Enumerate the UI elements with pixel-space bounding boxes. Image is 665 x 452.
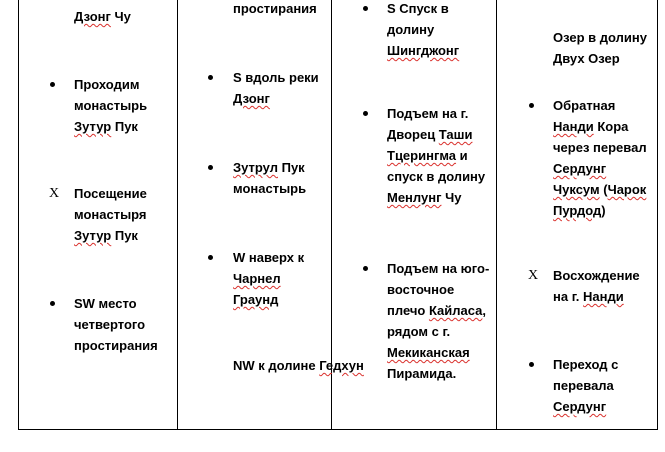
text-run: монастыря (74, 207, 147, 222)
bullet-icon (50, 82, 55, 87)
spellcheck-word: Нанди (583, 289, 624, 304)
item-text-line (553, 95, 615, 116)
item-text-line (553, 396, 606, 417)
item-text-line (553, 27, 647, 48)
item-text-line (233, 0, 317, 19)
spellcheck-word: Менлунг (387, 190, 442, 205)
text-run: простирания (233, 1, 317, 16)
item-text-line (233, 247, 304, 268)
text-run: четвертого (74, 317, 146, 332)
bullet-icon (363, 266, 368, 271)
spellcheck-word: Зутрул (233, 160, 278, 175)
item-text-line (74, 204, 147, 225)
item-text-line (74, 225, 138, 246)
item-text-line (233, 178, 306, 199)
item-text-line (553, 200, 606, 221)
item-text-line (74, 293, 137, 314)
text-run: спуск в долину (387, 169, 486, 184)
item-text-line (233, 355, 364, 376)
text-run: Переход с (553, 357, 619, 372)
item-text-line (387, 0, 449, 19)
spellcheck-word: Чуксум (553, 182, 600, 197)
spellcheck-word: Чарок (607, 182, 647, 197)
spellcheck-word: Пурдод (553, 203, 602, 218)
text-run: плечо (387, 303, 429, 318)
item-text-line (553, 48, 620, 69)
item-text-line (553, 375, 614, 396)
item-text-line (387, 166, 485, 187)
text-run: SW место (74, 296, 137, 311)
text-run: долину (387, 22, 435, 37)
text-run: , (482, 303, 486, 318)
text-run: Обратная (553, 98, 616, 113)
item-text-line (74, 183, 147, 204)
text-run: Двух Озер (553, 51, 620, 66)
item-text-line (387, 145, 468, 166)
text-run: через перевал (553, 140, 647, 155)
item-text-line (74, 335, 158, 356)
text-run: Дворец (387, 127, 439, 142)
text-run: NW к долине (233, 358, 320, 373)
spellcheck-word: Нанди (553, 119, 594, 134)
item-text-line (74, 74, 139, 95)
spellcheck-word: Кайласа (428, 303, 483, 318)
text-run: W наверх к (233, 250, 305, 265)
x-mark-icon: X (49, 186, 60, 201)
text-run: Проходим (74, 77, 140, 92)
text-run: перевала (553, 378, 614, 393)
bullet-icon (529, 103, 534, 108)
spellcheck-word: Гедхун (319, 358, 364, 373)
text-run: на г. (553, 289, 584, 304)
text-run: Пук (111, 228, 138, 243)
bullet-icon (208, 165, 213, 170)
spellcheck-word: Зутур (74, 119, 112, 134)
spellcheck-word: Мекиканская (387, 345, 470, 360)
item-text-line (387, 321, 450, 342)
item-text-line (553, 354, 618, 375)
item-text-line (387, 363, 456, 384)
spellcheck-word: Сердунг (553, 399, 607, 414)
text-run: и (456, 148, 468, 163)
text-run: ( (599, 182, 608, 197)
spellcheck-word: Шингджонг (387, 43, 460, 58)
item-text-line (233, 67, 319, 88)
text-run: монастырь (233, 181, 307, 196)
bullet-icon (529, 362, 534, 367)
text-run: Чу (110, 9, 131, 24)
spellcheck-word: Граунд (233, 292, 279, 307)
item-text-line (233, 88, 270, 109)
text-run: S вдоль реки (233, 70, 319, 85)
bullet-icon (363, 111, 368, 116)
text-run: Посещение (74, 186, 147, 201)
item-text-line (74, 6, 131, 27)
item-text-line (553, 158, 606, 179)
bullet-icon (208, 255, 213, 260)
text-run: монастырь (74, 98, 148, 113)
text-run: Озер в долину (553, 30, 647, 45)
spellcheck-word: Таши (438, 127, 473, 142)
item-text-line (233, 157, 305, 178)
spellcheck-word: Дзонг (74, 9, 111, 24)
spellcheck-word: Дзонг (233, 91, 270, 106)
item-text-line (387, 300, 486, 321)
text-run: Пук (278, 160, 305, 175)
item-text-line (387, 103, 468, 124)
item-text-line (553, 179, 646, 200)
item-text-line (387, 342, 470, 363)
text-run: Чу (441, 190, 462, 205)
item-text-line (387, 19, 434, 40)
text-run: Пук (111, 119, 138, 134)
spellcheck-word: Чарнел (233, 271, 281, 286)
text-run: S Спуск в (387, 1, 449, 16)
item-text-line (553, 286, 624, 307)
text-run: рядом с г. (387, 324, 451, 339)
item-text-line (387, 40, 459, 61)
item-text-line (553, 265, 640, 286)
item-text-line (233, 268, 281, 289)
item-text-line (553, 137, 647, 158)
item-text-line (74, 314, 145, 335)
text-run: Кора (593, 119, 629, 134)
text-run: Восхождение (553, 268, 640, 283)
bullet-icon (50, 301, 55, 306)
item-text-line (74, 116, 138, 137)
item-text-line (553, 116, 628, 137)
x-mark-icon: X (528, 268, 539, 283)
item-text-line (387, 258, 489, 279)
spellcheck-word: Зутур (74, 228, 112, 243)
text-run: ) (601, 203, 606, 218)
bullet-icon (208, 75, 213, 80)
table-border-bottom (18, 429, 658, 430)
table-border-right (657, 0, 658, 430)
spellcheck-word: Сердунг (553, 161, 607, 176)
item-text-line (387, 279, 454, 300)
item-text-line (387, 124, 472, 145)
text-run: Пирамида. (387, 366, 457, 381)
column-divider-1 (177, 0, 178, 430)
text-run: восточное (387, 282, 455, 297)
table-border-left (18, 0, 19, 430)
text-run: Подъем на г. (387, 106, 469, 121)
item-text-line (74, 95, 147, 116)
item-text-line (233, 289, 278, 310)
spellcheck-word: Тцерингма (387, 148, 457, 163)
column-divider-3 (496, 0, 497, 430)
text-run: простирания (74, 338, 158, 353)
item-text-line (387, 187, 461, 208)
bullet-icon (363, 6, 368, 11)
text-run: Подъем на юго- (387, 261, 490, 276)
